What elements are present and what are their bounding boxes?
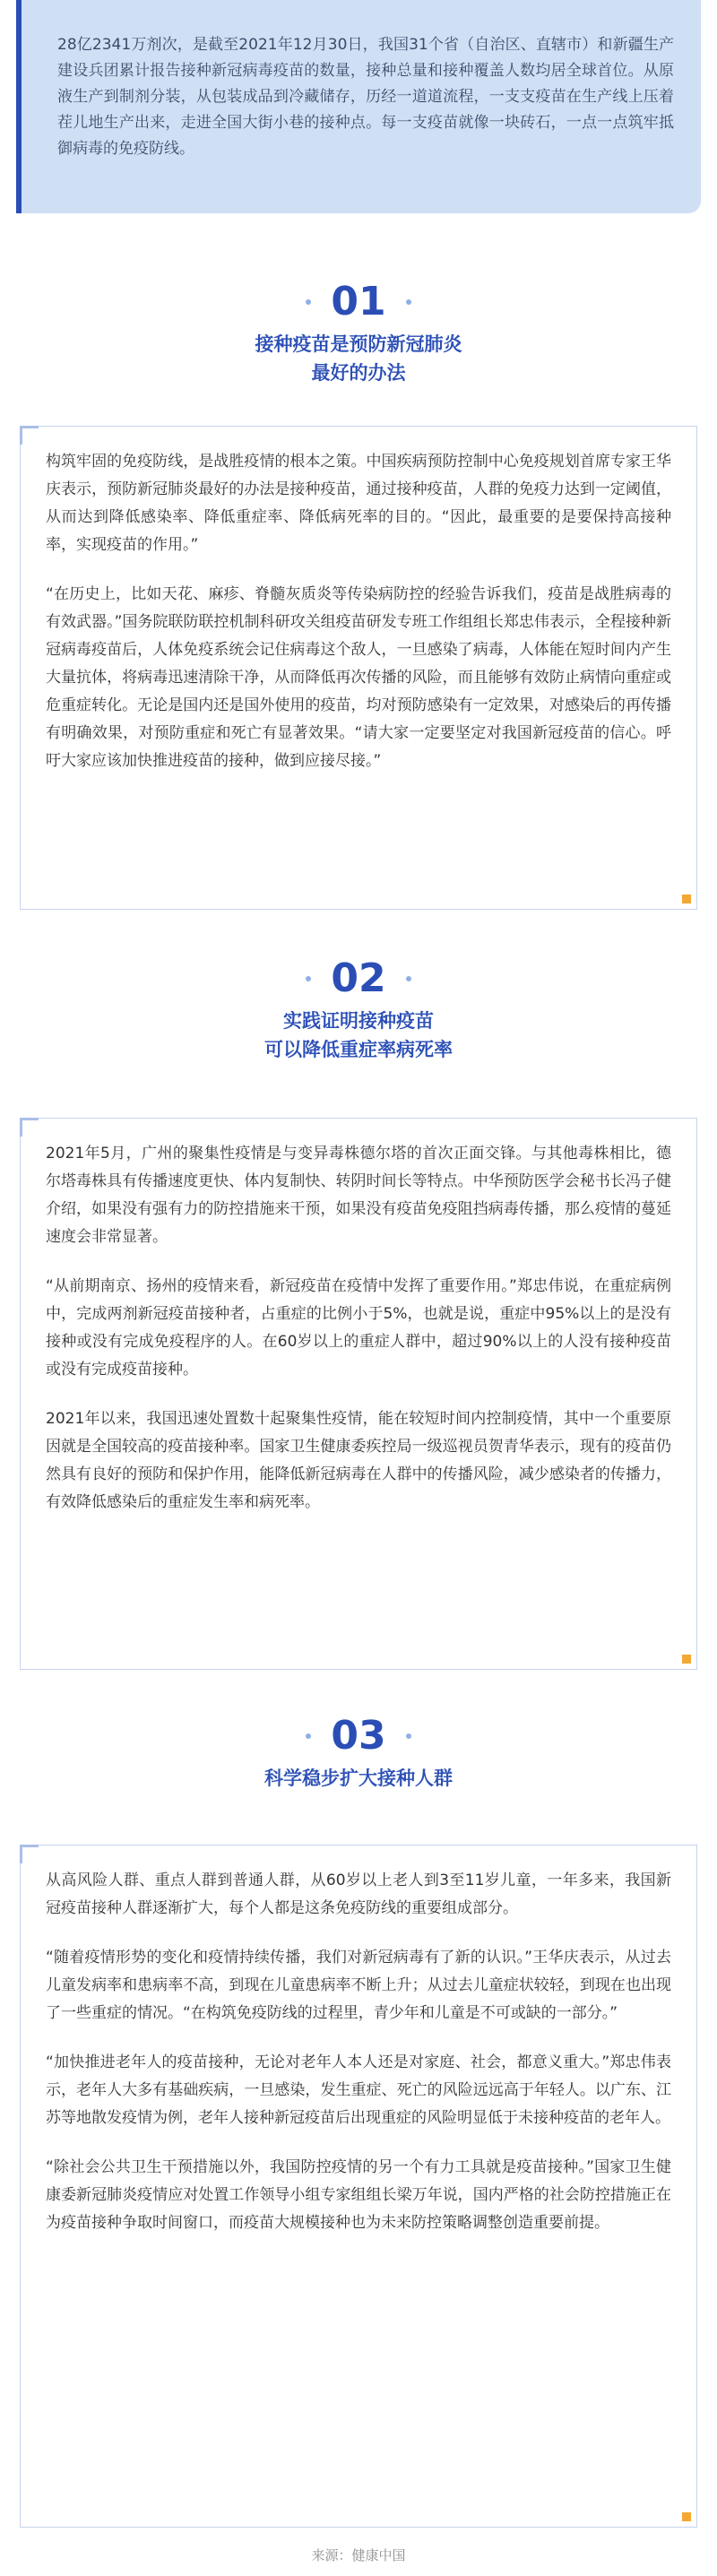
paragraph: 2021年以来，我国迅速处置数十起聚集性疫情，能在较短时间内控制疫情，其中一个重要原因就是全国较高的疫苗接种率。国家卫生健康委疾控局一级巡视员贺青华表示，现有的疫苗仍然具有良好的预防和保护作用，能降低新冠病毒在人群中的传播风险，减少感染者的传播力，有效降低感染后的重症发生率和病死率。 (46, 1410, 671, 1511)
right-dot (406, 976, 411, 981)
corner-square (682, 895, 691, 903)
corner-decoration (20, 1845, 39, 1863)
paragraph: “在历史上，比如天花、麻疹、脊髓灰质炎等传染病防控的经验告诉我们，疫苗是战胜病毒的有效武器。”国务院联防联控机制科研攻关组疫苗研发专班工作组组长郑忠伟表示，全程接种新冠病毒疫苗后，人体免疫系统会记住病毒这个敌人，一旦感染了病毒，人体能在短时间内产生大量抗体，将病毒迅速清除干净，从而降低再次传播的风险，而且能够有效防止病情向重症或危重症转化。无论是国内还是国外使用的疫苗，均对预防感染有一定效果，对感染后的再传播有明确效果，对预防重症和死亡有显著效果。“请大家一定要坚定对我国新冠疫苗的信心。呼吁大家应该加快推进疫苗的接种，做到应接尽接。” (46, 585, 671, 770)
section-title-line1: 接种疫苗是预防新冠肺炎 (255, 333, 462, 355)
section-title-line1: 实践证明接种疫苗 (283, 1010, 434, 1032)
corner-square (682, 1655, 691, 1664)
section-title-line1: 科学稳步扩大接种人群 (264, 1768, 453, 1789)
intro-text: 28亿2341万剂次，是截至2021年12月30日，我国31个省（自治区、直辖市）和新疆生产建设兵团累计报告接种新冠病毒疫苗的数量，接种总量和接种覆盖人数均居全球首位。从原液生产到制剂分装，从包装成品到冷藏储存，历经一道道流程，一支支疫苗在生产线上压着茬儿地生产出来，走进全国大街小巷的接种点。每一支疫苗就像一块砖石，一点一点筑牢抵御病毒的免疫防线。 (57, 36, 674, 158)
paragraph: 2021年5月，广州的聚集性疫情是与变异毒株德尔塔的首次正面交锋。与其他毒株相比，德尔塔毒株具有传播速度更快、体内复制快、转阴时间长等特点。中华预防医学会秘书长冯子健介绍，如果没有强有力的防控措施来干预，如果没有疫苗免疫阻挡病毒传播，那么疫情的蔓延速度会非常显著。 (46, 1145, 671, 1246)
section-title (0, 1007, 717, 1064)
section-number: 02 (331, 955, 386, 1001)
section-title (0, 330, 717, 387)
intro-panel (16, 0, 701, 213)
corner-square (682, 2512, 691, 2521)
right-dot (406, 299, 411, 305)
section-01-header (0, 280, 717, 387)
paragraph: “除社会公共卫生干预措施以外，我国防控疫情的另一个有力工具就是疫苗接种。”国家卫生健康委新冠肺炎疫情应对处置工作领导小组专家组组长梁万年说，国内严格的社会防控措施正在为疫苗接种争取时间窗口，而疫苗大规模接种也为未来防控策略调整创造重要前提。 (46, 2158, 671, 2232)
paragraph: “随着疫情形势的变化和疫情持续传播，我们对新冠病毒有了新的认识。”王华庆表示，从过去儿童发病率和患病率不高，到现在儿童患病率不断上升；从过去儿童症状较轻，到现在也出现了一些重症的情况。“在构筑免疫防线的过程里，青少年和儿童是不可或缺的一部分。” (46, 1949, 671, 2022)
section-number: 01 (331, 279, 386, 324)
section-title-line2: 最好的办法 (311, 362, 406, 384)
section-title (0, 1764, 717, 1793)
section-number: 03 (331, 1713, 386, 1759)
section-title-line2: 可以降低重症率病死率 (264, 1039, 453, 1060)
left-dot (306, 299, 311, 305)
corner-decoration (20, 1118, 39, 1137)
right-dot (406, 1733, 411, 1739)
paragraph: 构筑牢固的免疫防线，是战胜疫情的根本之策。中国疾病预防控制中心免疫规划首席专家王华庆表示，预防新冠肺炎最好的办法是接种疫苗，通过接种疫苗，人群的免疫力达到一定阈值，从而达到降低感染率、降低重症率、降低病死率的目的。“因此，最重要的是要保持高接种率，实现疫苗的作用。” (46, 453, 671, 554)
section-03-header (0, 1714, 717, 1793)
corner-decoration (20, 426, 39, 445)
left-dot (306, 1733, 311, 1739)
section-03-body (20, 1845, 697, 2528)
section-02-header (0, 956, 717, 1064)
paragraph: “加快推进老年人的疫苗接种，无论对老年人本人还是对家庭、社会，都意义重大。”郑忠伟表示，老年人大多有基础疾病，一旦感染，发生重症、死亡的风险远远高于年轻人。以广东、江苏等地散发疫情为例，老年人接种新冠疫苗后出现重症的风险明显低于未接种疫苗的老年人。 (46, 2053, 671, 2127)
paragraph: 从高风险人群、重点人群到普通人群，从60岁以上老人到3至11岁儿童，一年多来，我国新冠疫苗接种人群逐渐扩大，每个人都是这条免疫防线的重要组成部分。 (46, 1871, 671, 1917)
left-dot (306, 976, 311, 981)
paragraph: “从前期南京、扬州的疫情来看，新冠疫苗在疫情中发挥了重要作用。”郑忠伟说，在重症病例中，完成两剂新冠疫苗接种者，占重症的比例小于5%，也就是说，重症中95%以上的是没有接种或没有完成免疫程序的人。在60岁以上的重症人群中，超过90%以上的人没有接种疫苗或没有完成疫苗接种。 (46, 1277, 671, 1379)
section-01-body (20, 426, 697, 910)
section-02-body (20, 1118, 697, 1670)
source-credit: 来源：健康中国 (311, 2547, 406, 2563)
